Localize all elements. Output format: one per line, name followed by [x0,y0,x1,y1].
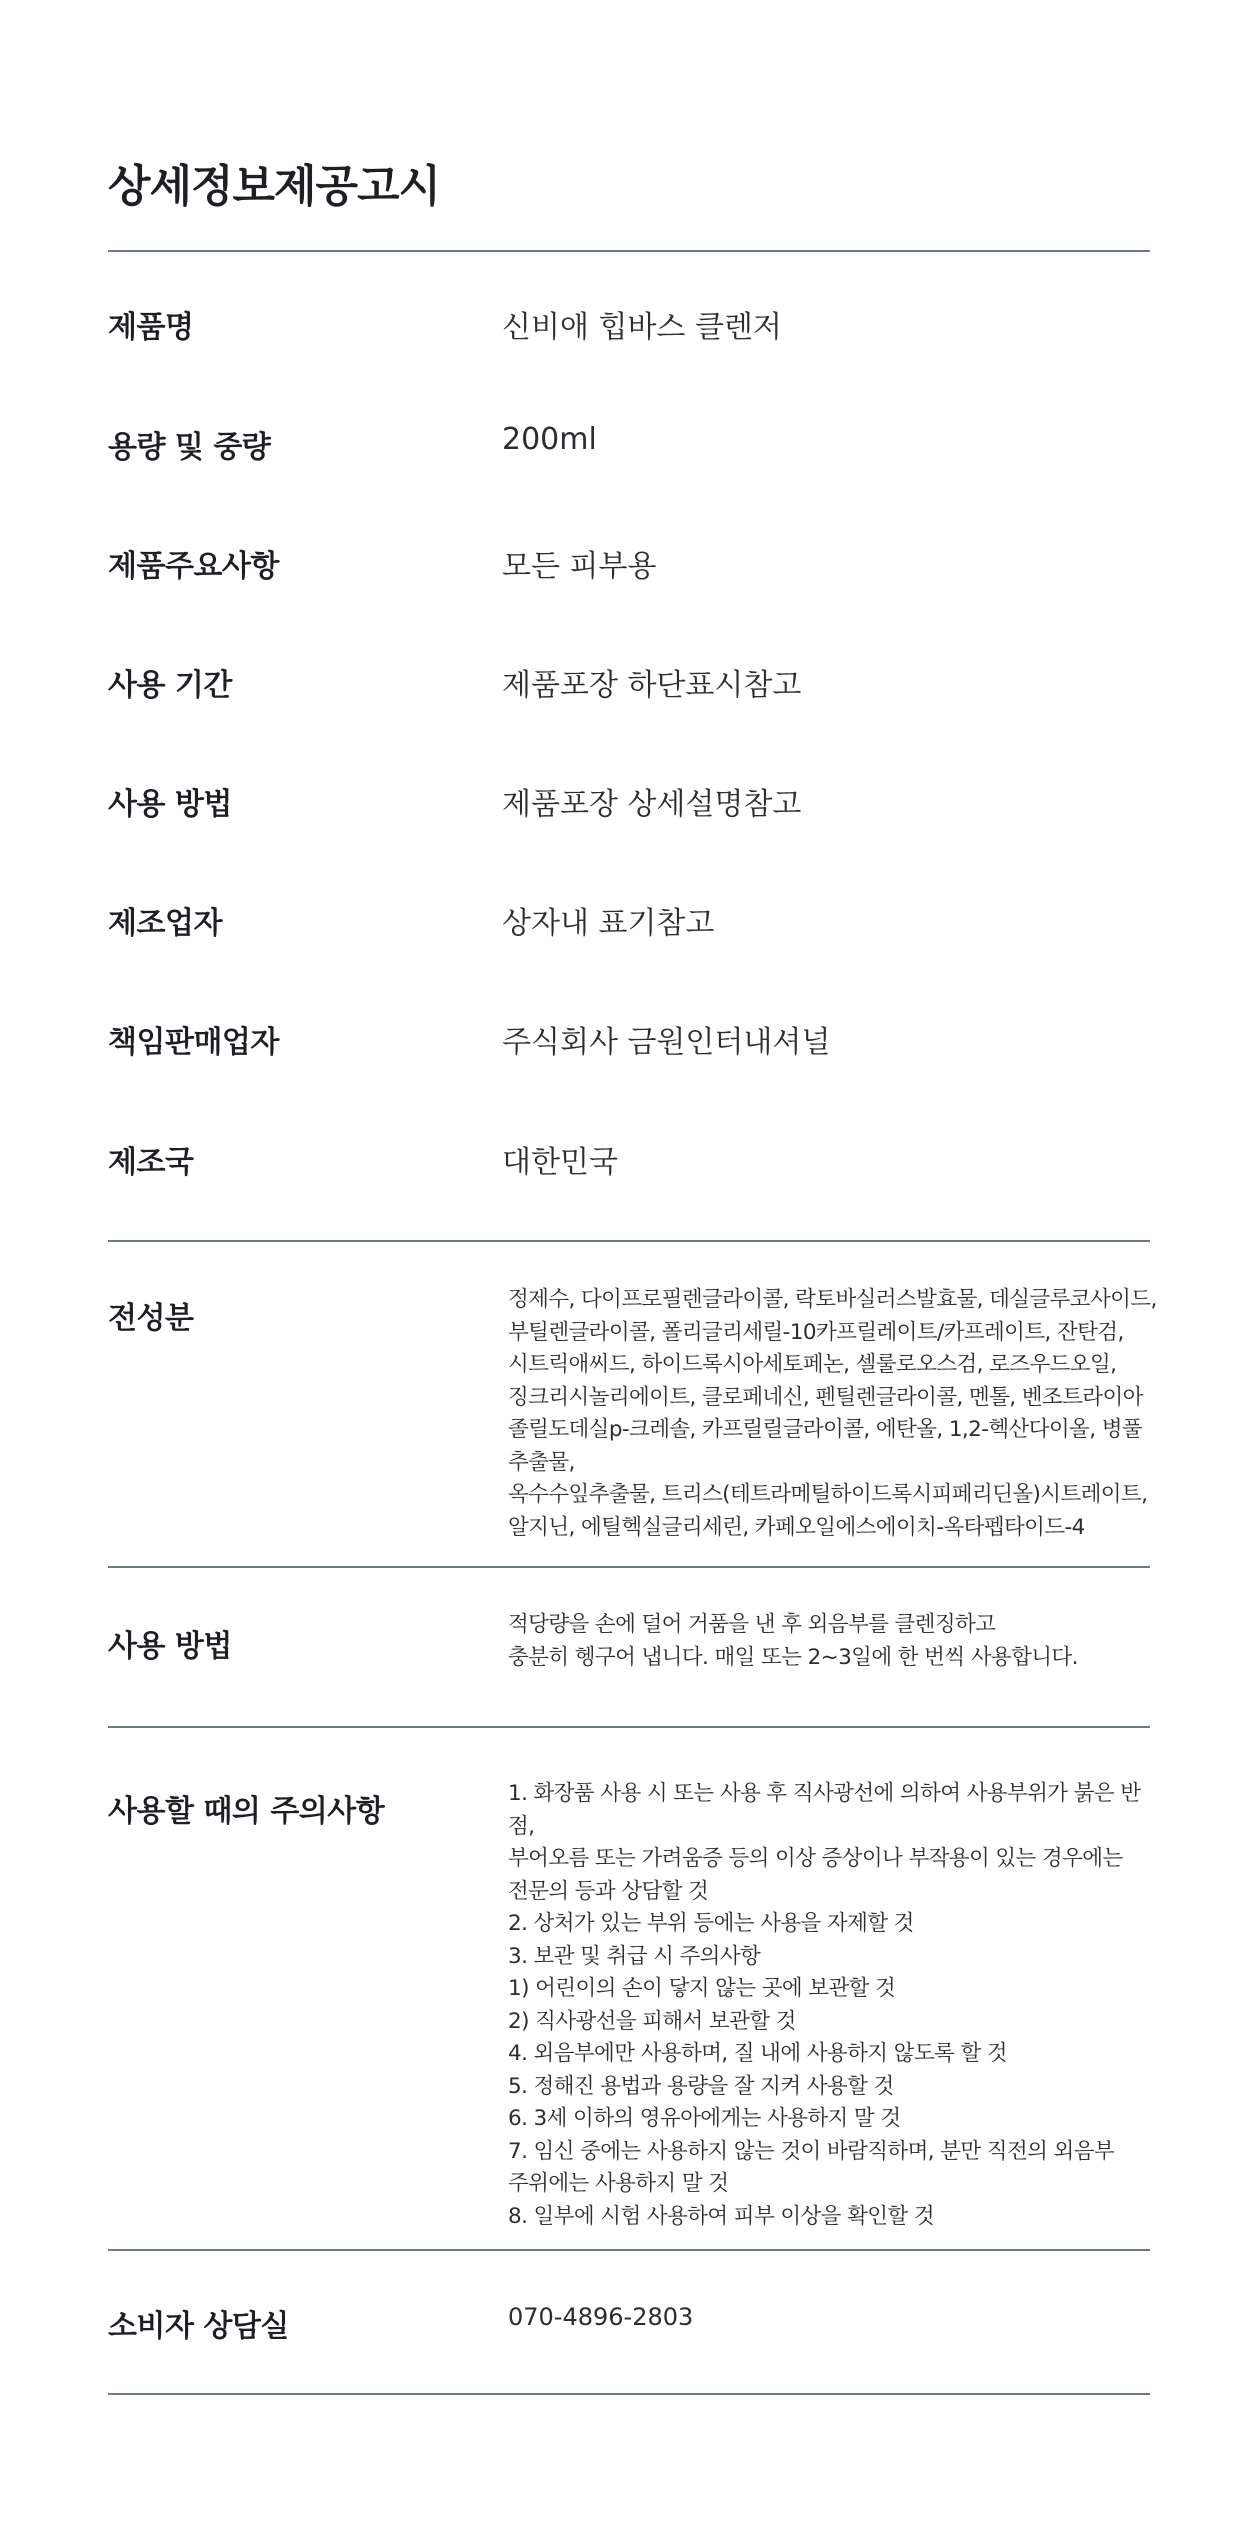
row-label: 제품주요사항 [108,549,279,584]
row-label: 용량 및 중량 [108,430,271,465]
info-row-distributor [108,1017,1150,1077]
info-row-expiry [108,660,1150,720]
info-row-manufacturer [108,898,1150,958]
ingredients-text: 정제수, 다이프로필렌글라이콜, 락토바실러스발효물, 데실글루코사이드, 부틸렌글라이콜, 폴리글리세릴-10카프릴레이트/카프레이트, 잔탄검, 시트릭애씨드, 하이드록시아세토페논, 셀룰로오스검, 로즈우드오일, 징크리시놀리에이트, 클로페네신, 펜틸렌글라이콜, 멘톨, 벤조트라이아 졸릴도데실p-크레솔, 카프릴릴글라이콜, 에탄올, 1,2-헥산다이올, 병풀추출물, 옥수수잎추출물, 트리스(테트라메틸하이드록시피페리딘올)시트레이트, 알지닌, 에틸헥실글리세린, 카페오일에스에이치-옥타펩타이드-4 [508,1287,1157,1540]
row-value: 200ml [502,422,597,457]
contact-phone: 070-4896-2803 [508,2303,694,2331]
row-label: 제품명 [108,310,194,345]
row-label: 제조업자 [108,906,222,941]
info-row-country [108,1137,1150,1197]
divider [108,1566,1150,1568]
page-title: 상세정보제공고시 [108,161,441,212]
row-value: 주식회사 금원인터내셔널 [502,1025,831,1060]
divider [108,1240,1150,1242]
row-label: 사용 기간 [108,668,232,703]
row-value: 신비애 힙바스 클렌저 [502,310,782,345]
divider [108,2393,1150,2395]
info-row-volume [108,422,1150,482]
divider [108,250,1150,252]
divider [108,1726,1150,1728]
usage-text: 적당량을 손에 덜어 거품을 낸 후 외음부를 클렌징하고 충분히 헹구어 냅니다. 매일 또는 2~3일에 한 번씩 사용합니다. [508,1612,1078,1670]
contact-label: 소비자 상담실 [108,2309,289,2344]
divider [108,2249,1150,2251]
info-row-how-to-use [108,779,1150,839]
usage-label: 사용 방법 [108,1629,232,1664]
row-label: 제조국 [108,1145,194,1180]
row-value: 모든 피부용 [502,549,657,584]
row-value: 대한민국 [502,1145,618,1180]
row-value: 제품포장 상세설명참고 [502,787,802,822]
info-row-main-spec [108,541,1150,601]
info-row-product-name [108,302,1150,362]
row-value: 제품포장 하단표시참고 [502,668,802,703]
row-value: 상자내 표기참고 [502,906,715,941]
row-label: 사용 방법 [108,787,232,822]
row-label: 책임판매업자 [108,1025,279,1060]
cautions-label: 사용할 때의 주의사항 [108,1794,385,1829]
cautions-text: 1. 화장품 사용 시 또는 사용 후 직사광선에 의하여 사용부위가 붉은 반점, 부어오름 또는 가려움증 등의 이상 증상이나 부작용이 있는 경우에는 전문의 등과 상담할 것 2. 상처가 있는 부위 등에는 사용을 자제할 것 3. 보관 및 취급 시 주의사항 1) 어린이의 손이 닿지 않는 곳에 보관할 것 2) 직사광선을 피해서 보관할 것 4. 외음부에만 사용하며, 질 내에 사용하지 않도록 할 것 5. 정해진 용법과 용량을 잘 지켜 사용할 것 6. 3세 이하의 영유아에게는 사용하지 말 것 7. 임신 중에는 사용하지 않는 것이 바람직하며, 분만 직전의 외음부 주위에는 사용하지 말 것 8. 일부에 시험 사용하여 피부 이상을 확인할 것 [508,1781,1141,2229]
ingredients-label: 전성분 [108,1301,194,1336]
